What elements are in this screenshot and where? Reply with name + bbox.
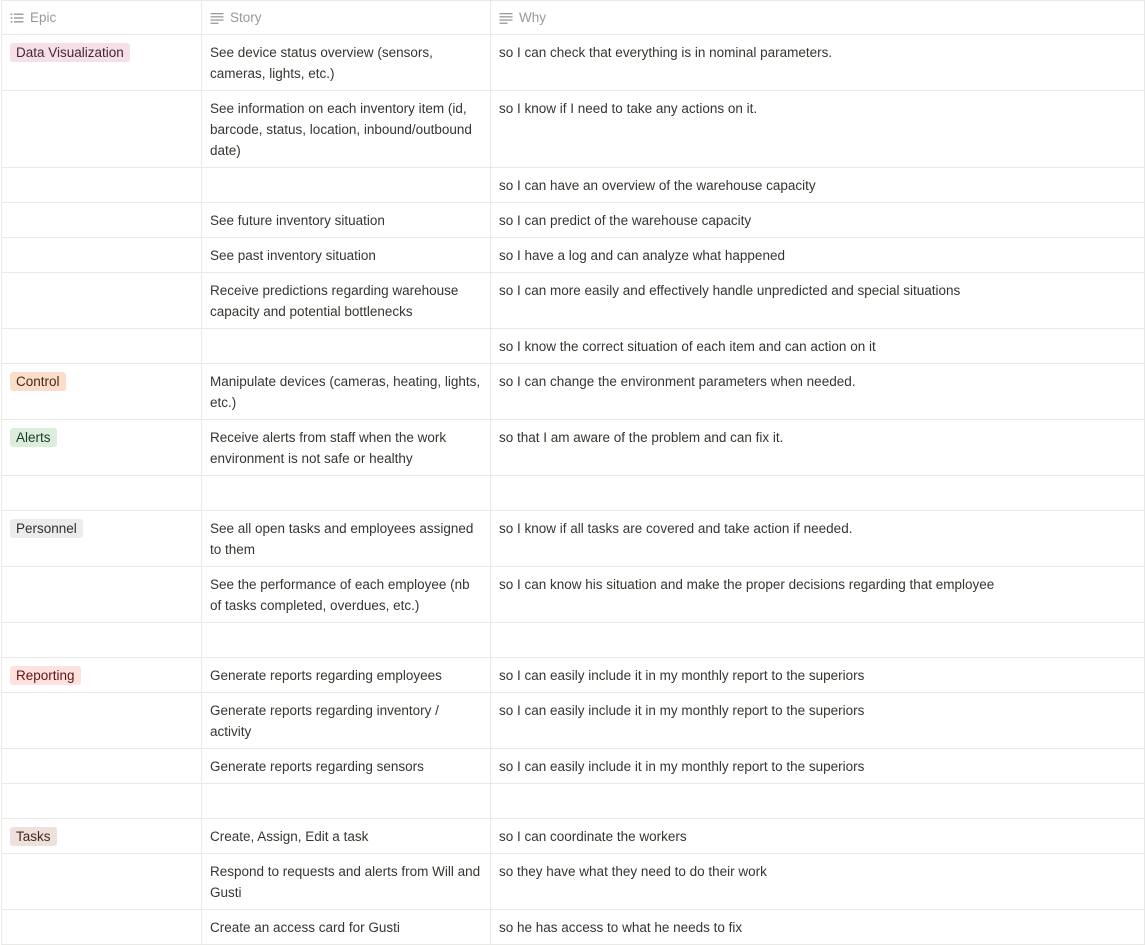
cell-story[interactable] bbox=[202, 91, 491, 167]
cell-why[interactable] bbox=[491, 35, 1145, 90]
why-text: so I can predict of the warehouse capacity bbox=[499, 213, 752, 228]
story-text: Create, Assign, Edit a task bbox=[210, 829, 369, 844]
cell-why[interactable] bbox=[491, 476, 1145, 510]
table-row[interactable] bbox=[2, 693, 1145, 749]
cell-epic[interactable] bbox=[2, 329, 202, 363]
story-text: Generate reports regarding inventory / activity bbox=[210, 703, 439, 739]
cell-why[interactable] bbox=[491, 854, 1145, 909]
column-header-label: Why bbox=[519, 10, 546, 25]
cell-epic[interactable] bbox=[2, 273, 202, 328]
story-text: See future inventory situation bbox=[210, 213, 385, 228]
cell-epic[interactable] bbox=[2, 420, 202, 475]
cell-why[interactable] bbox=[491, 420, 1145, 475]
story-text: Receive predictions regarding warehouse capacity and potential bottlenecks bbox=[210, 283, 459, 319]
cell-epic[interactable] bbox=[2, 168, 202, 202]
cell-why[interactable] bbox=[491, 693, 1145, 748]
cell-why[interactable] bbox=[491, 910, 1145, 944]
cell-epic[interactable] bbox=[2, 567, 202, 622]
why-text: so I can have an overview of the warehouse capacity bbox=[499, 178, 816, 193]
cell-story[interactable] bbox=[202, 658, 491, 692]
table-body bbox=[2, 35, 1145, 945]
cell-epic[interactable] bbox=[2, 203, 202, 237]
cell-epic[interactable] bbox=[2, 238, 202, 272]
cell-why[interactable] bbox=[491, 168, 1145, 202]
table-row[interactable] bbox=[2, 623, 1145, 658]
cell-epic[interactable] bbox=[2, 854, 202, 909]
why-text: so they have what they need to do their work bbox=[499, 864, 767, 879]
cell-epic[interactable] bbox=[2, 693, 202, 748]
cell-why[interactable] bbox=[491, 511, 1145, 566]
why-text: so I can easily include it in my monthly report to the superiors bbox=[499, 668, 865, 683]
cell-epic[interactable] bbox=[2, 910, 202, 944]
table-row[interactable] bbox=[2, 329, 1145, 364]
why-text: so I can coordinate the workers bbox=[499, 829, 687, 844]
table-row[interactable] bbox=[2, 910, 1145, 945]
epic-tag[interactable]: Control bbox=[10, 372, 66, 391]
user-stories-table bbox=[1, 0, 1145, 945]
text-lines-icon bbox=[499, 11, 513, 25]
cell-story[interactable] bbox=[202, 623, 491, 657]
why-text: so I know if I need to take any actions on it. bbox=[499, 101, 758, 116]
story-text: Generate reports regarding employees bbox=[210, 668, 442, 683]
cell-why[interactable] bbox=[491, 364, 1145, 419]
table-row[interactable] bbox=[2, 567, 1145, 623]
table-row[interactable] bbox=[2, 168, 1145, 203]
cell-why[interactable] bbox=[491, 749, 1145, 783]
cell-why[interactable] bbox=[491, 329, 1145, 363]
epic-tag[interactable]: Reporting bbox=[10, 666, 81, 685]
cell-why[interactable] bbox=[491, 238, 1145, 272]
cell-story[interactable] bbox=[202, 364, 491, 419]
why-text: so I can more easily and effectively handle unpredicted and special situations bbox=[499, 283, 961, 298]
table-row[interactable] bbox=[2, 476, 1145, 511]
cell-story[interactable] bbox=[202, 35, 491, 90]
epic-tag[interactable]: Personnel bbox=[10, 519, 83, 538]
cell-epic[interactable] bbox=[2, 749, 202, 783]
cell-epic[interactable] bbox=[2, 364, 202, 419]
cell-why[interactable] bbox=[491, 567, 1145, 622]
table-row[interactable] bbox=[2, 854, 1145, 910]
story-text: Respond to requests and alerts from Will and Gusti bbox=[210, 864, 481, 900]
cell-epic[interactable] bbox=[2, 511, 202, 566]
table-row[interactable] bbox=[2, 819, 1145, 854]
cell-why[interactable] bbox=[491, 658, 1145, 692]
why-text: so I have a log and can analyze what happened bbox=[499, 248, 785, 263]
story-text: Create an access card for Gusti bbox=[210, 920, 400, 935]
cell-story[interactable] bbox=[202, 238, 491, 272]
why-text: so I know if all tasks are covered and take action if needed. bbox=[499, 521, 853, 536]
cell-story[interactable] bbox=[202, 203, 491, 237]
cell-story[interactable] bbox=[202, 420, 491, 475]
cell-epic[interactable] bbox=[2, 819, 202, 853]
table-row[interactable] bbox=[2, 511, 1145, 567]
table-row[interactable] bbox=[2, 238, 1145, 273]
cell-story[interactable] bbox=[202, 476, 491, 510]
cell-why[interactable] bbox=[491, 819, 1145, 853]
cell-story[interactable] bbox=[202, 819, 491, 853]
why-text: so he has access to what he needs to fix bbox=[499, 920, 743, 935]
column-header-story[interactable] bbox=[202, 1, 491, 34]
table-row[interactable] bbox=[2, 658, 1145, 693]
text-lines-icon bbox=[210, 11, 224, 25]
why-text: so I can easily include it in my monthly report to the superiors bbox=[499, 759, 865, 774]
list-icon bbox=[10, 11, 24, 25]
cell-epic[interactable] bbox=[2, 784, 202, 818]
story-text: See all open tasks and employees assigned to them bbox=[210, 521, 474, 557]
cell-story[interactable] bbox=[202, 273, 491, 328]
cell-story[interactable] bbox=[202, 784, 491, 818]
cell-epic[interactable] bbox=[2, 35, 202, 90]
story-text: See past inventory situation bbox=[210, 248, 376, 263]
why-text: so I can easily include it in my monthly report to the superiors bbox=[499, 703, 865, 718]
table-row[interactable] bbox=[2, 91, 1145, 168]
column-header-label: Story bbox=[230, 10, 262, 25]
cell-story[interactable] bbox=[202, 511, 491, 566]
cell-story[interactable] bbox=[202, 567, 491, 622]
cell-story[interactable] bbox=[202, 749, 491, 783]
story-text: Manipulate devices (cameras, heating, lights, etc.) bbox=[210, 374, 481, 410]
table-row[interactable] bbox=[2, 784, 1145, 819]
epic-tag[interactable]: Tasks bbox=[10, 827, 57, 846]
story-text: See the performance of each employee (nb of tasks completed, overdues, etc.) bbox=[210, 577, 470, 613]
cell-story[interactable] bbox=[202, 854, 491, 909]
cell-why[interactable] bbox=[491, 91, 1145, 167]
cell-story[interactable] bbox=[202, 910, 491, 944]
cell-why[interactable] bbox=[491, 273, 1145, 328]
story-text: See device status overview (sensors, cameras, lights, etc.) bbox=[210, 45, 433, 81]
why-text: so that I am aware of the problem and can fix it. bbox=[499, 430, 784, 445]
cell-epic[interactable] bbox=[2, 623, 202, 657]
why-text: so I can check that everything is in nominal parameters. bbox=[499, 45, 833, 60]
table-row[interactable] bbox=[2, 420, 1145, 476]
story-text: Generate reports regarding sensors bbox=[210, 759, 424, 774]
table-row[interactable] bbox=[2, 35, 1145, 91]
cell-story[interactable] bbox=[202, 693, 491, 748]
column-header-label: Epic bbox=[30, 10, 57, 25]
why-text: so I know the correct situation of each item and can action on it bbox=[499, 339, 876, 354]
cell-epic[interactable] bbox=[2, 476, 202, 510]
column-header-epic[interactable] bbox=[2, 1, 202, 34]
table-header bbox=[2, 1, 1145, 35]
cell-story[interactable] bbox=[202, 168, 491, 202]
table-row[interactable] bbox=[2, 203, 1145, 238]
cell-why[interactable] bbox=[491, 784, 1145, 818]
cell-why[interactable] bbox=[491, 623, 1145, 657]
why-text: so I can change the environment parameters when needed. bbox=[499, 374, 856, 389]
table-row[interactable] bbox=[2, 364, 1145, 420]
cell-epic[interactable] bbox=[2, 658, 202, 692]
why-text: so I can know his situation and make the proper decisions regarding that employee bbox=[499, 577, 995, 592]
cell-why[interactable] bbox=[491, 203, 1145, 237]
table-row[interactable] bbox=[2, 749, 1145, 784]
epic-tag[interactable]: Data Visualization bbox=[10, 43, 130, 62]
column-header-why[interactable] bbox=[491, 1, 1145, 34]
table-row[interactable] bbox=[2, 273, 1145, 329]
cell-story[interactable] bbox=[202, 329, 491, 363]
story-text: See information on each inventory item (id, barcode, status, location, inbound/outbound date) bbox=[210, 101, 472, 158]
cell-epic[interactable] bbox=[2, 91, 202, 167]
epic-tag[interactable]: Alerts bbox=[10, 428, 57, 447]
story-text: Receive alerts from staff when the work environment is not safe or healthy bbox=[210, 430, 447, 466]
